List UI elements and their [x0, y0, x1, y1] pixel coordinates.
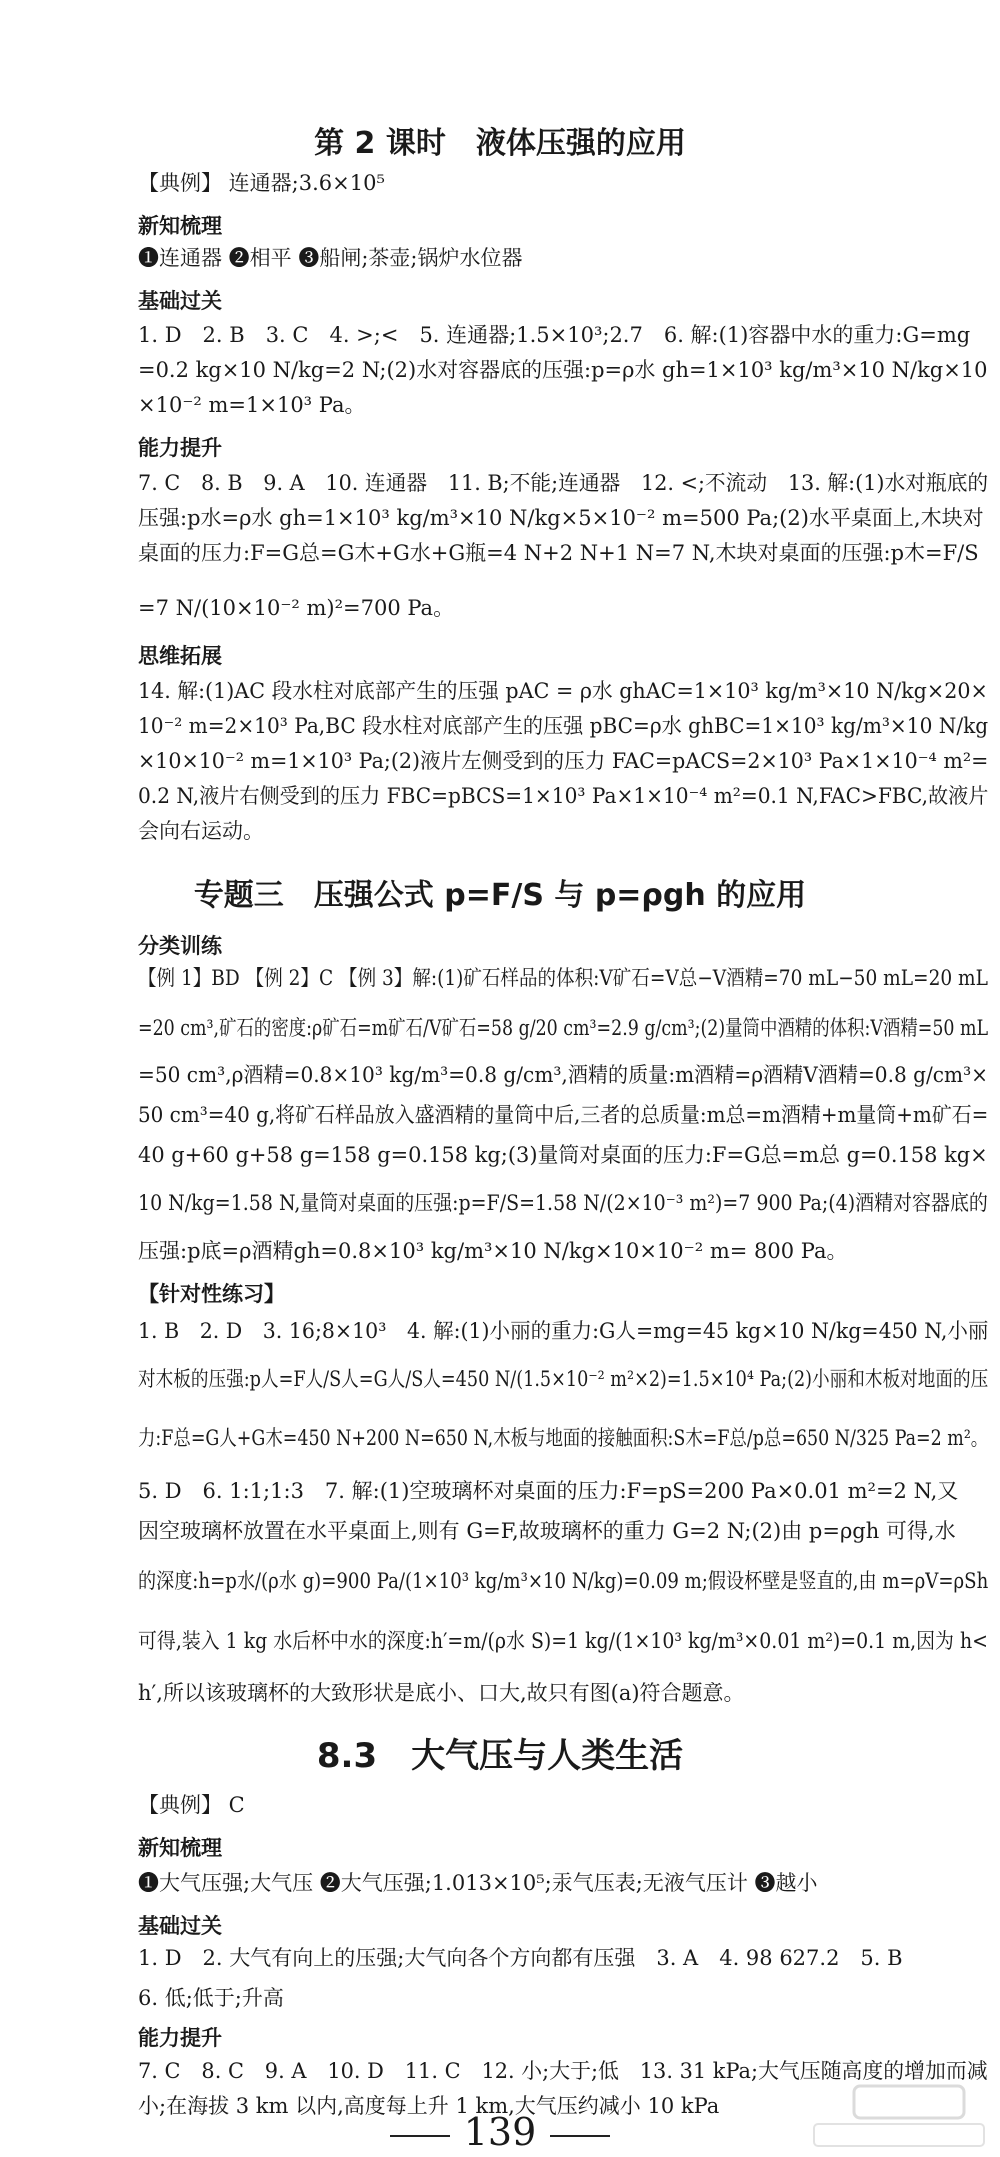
ability-heading: 能力提升	[138, 436, 222, 460]
topic-title: 专题三 压强公式 p=F/S 与 p=ρgh 的应用	[193, 878, 807, 913]
basic-line: 1. D 2. 大气有向上的压强;大气向各个方向都有压强 3. A 4. 98 627.2 5. B	[138, 1946, 903, 1970]
practice-line: 5. D 6. 1:1;1:3 7. 解:(1)空玻璃杯对桌面的压力:F=pS=200 Pa×0.01 m²=2 N,又	[138, 1479, 959, 1503]
example-answer: 【典例】 连通器;3.6×10⁵	[138, 171, 385, 195]
basic-line: =0.2 kg×10 N/kg=2 N;(2)水对容器底的压强:p=ρ水 gh=1×10³ kg/m³×10 N/kg×10	[138, 358, 988, 382]
thinking-line: 0.2 N,液片右侧受到的压力 FBC=pBCS=1×10³ Pa×1×10⁻⁴ m²=0.1 N,FAC>FBC,故液片	[138, 784, 989, 808]
classify-line: 压强:p底=ρ酒精gh=0.8×10³ kg/m³×10 N/kg×10×10⁻² m= 800 Pa。	[138, 1239, 848, 1263]
new-knowledge-heading: 新知梳理	[138, 1836, 222, 1860]
classify-heading: 分类训练	[138, 934, 222, 958]
page-number-text: 139	[463, 2110, 537, 2154]
thinking-heading: 思维拓展	[138, 644, 222, 668]
ability-line: 小;在海拔 3 km 以内,高度每上升 1 km,大气压约减小 10 kPa	[138, 2094, 720, 2118]
lesson-title: 第 2 课时 液体压强的应用	[314, 126, 686, 161]
basic-heading: 基础过关	[138, 1914, 222, 1938]
practice-line: 可得,装入 1 kg 水后杯中水的深度:h′=m/(ρ水 S)=1 kg/(1×10³ kg/m³×0.01 m²)=0.1 m,因为 h<	[138, 1629, 988, 1653]
new-knowledge-answers: ❶大气压强;大气压 ❷大气压强;1.013×10⁵;汞气压表;无液气压计 ❸越小	[138, 1871, 818, 1895]
practice-line: 因空玻璃杯放置在水平桌面上,则有 G=F,故玻璃杯的重力 G=2 N;(2)由 p=ρgh 可得,水	[138, 1519, 956, 1543]
ability-line: 压强:p水=ρ水 gh=1×10³ kg/m³×10 N/kg×5×10⁻² m=500 Pa;(2)水平桌面上,木块对	[138, 506, 984, 530]
new-knowledge-heading: 新知梳理	[138, 214, 222, 238]
basic-line: 6. 低;低于;升高	[138, 1986, 284, 2010]
classify-line: 40 g+60 g+58 g=158 g=0.158 kg;(3)量筒对桌面的压力:F=G总=m总 g=0.158 kg×	[138, 1143, 988, 1167]
basic-line: ×10⁻² m=1×10³ Pa。	[138, 393, 366, 417]
practice-line: 的深度:h=p水/(ρ水 g)=900 Pa/(1×10³ kg/m³×10 N/kg)=0.09 m;假设杯壁是竖直的,由 m=ρV=ρSh	[138, 1569, 989, 1593]
practice-heading: 【针对性练习】	[138, 1282, 285, 1306]
practice-line: 对木板的压强:p人=F人/S人=G人/S人=450 N/(1.5×10⁻² m²×2)=1.5×10⁴ Pa;(2)小丽和木板对地面的压	[138, 1367, 989, 1391]
watermark-logo	[794, 2080, 994, 2150]
practice-line: 1. B 2. D 3. 16;8×10³ 4. 解:(1)小丽的重力:G人=mg=45 kg×10 N/kg=450 N,小丽	[138, 1319, 989, 1343]
thinking-line: 会向右运动。	[138, 819, 264, 843]
practice-line: h′,所以该玻璃杯的大致形状是底小、口大,故只有图(a)符合题意。	[138, 1681, 745, 1705]
classify-line: =20 cm³,矿石的密度:ρ矿石=m矿石/V矿石=58 g/20 cm³=2.9 g/cm³;(2)量筒中酒精的体积:V酒精=50 mL	[138, 1016, 989, 1040]
page-number-left-dash	[390, 2135, 450, 2137]
thinking-line: ×10×10⁻² m=1×10³ Pa;(2)液片左侧受到的压力 FAC=pACS=2×10³ Pa×1×10⁻⁴ m²=	[138, 749, 989, 773]
new-knowledge-answers: ❶连通器 ❷相平 ❸船闸;茶壶;锅炉水位器	[138, 246, 523, 270]
section-title: 8.3 大气压与人类生活	[316, 1736, 684, 1776]
ability-line: 桌面的压力:F=G总=G木+G水+G瓶=4 N+2 N+1 N=7 N,木块对桌面的压强:p木=F/S	[138, 541, 979, 565]
classify-line: 【例 1】BD 【例 2】C 【例 3】解:(1)矿石样品的体积:V矿石=V总−V酒精=70 mL−50 mL=20 mL	[138, 966, 988, 990]
classify-line: =50 cm³,ρ酒精=0.8×10³ kg/m³=0.8 g/cm³,酒精的质量:m酒精=ρ酒精V酒精=0.8 g/cm³×	[138, 1063, 989, 1087]
watermark-icon	[794, 2080, 994, 2150]
ability-heading: 能力提升	[138, 2026, 222, 2050]
basic-heading: 基础过关	[138, 289, 222, 313]
page-number-right-dash	[550, 2135, 610, 2137]
practice-line: 力:F总=G人+G木=450 N+200 N=650 N,木板与地面的接触面积:S木=F总/p总=650 N/325 Pa=2 m²。	[138, 1426, 989, 1450]
basic-line: 1. D 2. B 3. C 4. >;< 5. 连通器;1.5×10³;2.7 6. 解:(1)容器中水的重力:G=mg	[138, 323, 971, 347]
thinking-line: 14. 解:(1)AC 段水柱对底部产生的压强 pAC = ρ水 ghAC=1×10³ kg/m³×10 N/kg×20×	[138, 679, 988, 703]
ability-line: 7. C 8. C 9. A 10. D 11. C 12. 小;大于;低 13. 31 kPa;大气压随高度的增加而减	[138, 2059, 988, 2083]
ability-line: =7 N/(10×10⁻² m)²=700 Pa。	[138, 596, 455, 620]
thinking-line: 10⁻² m=2×10³ Pa,BC 段水柱对底部产生的压强 pBC=ρ水 ghBC=1×10³ kg/m³×10 N/kg	[138, 714, 989, 738]
example-answer: 【典例】 C	[138, 1793, 245, 1817]
ability-line: 7. C 8. B 9. A 10. 连通器 11. B;不能;连通器 12. <;不流动 13. 解:(1)水对瓶底的	[138, 471, 989, 495]
classify-line: 50 cm³=40 g,将矿石样品放入盛酒精的量筒中后,三者的总质量:m总=m酒精+m量筒+m矿石=	[138, 1103, 989, 1127]
classify-line: 10 N/kg=1.58 N,量筒对桌面的压强:p=F/S=1.58 N/(2×10⁻³ m²)=7 900 Pa;(4)酒精对容器底的	[138, 1191, 988, 1215]
